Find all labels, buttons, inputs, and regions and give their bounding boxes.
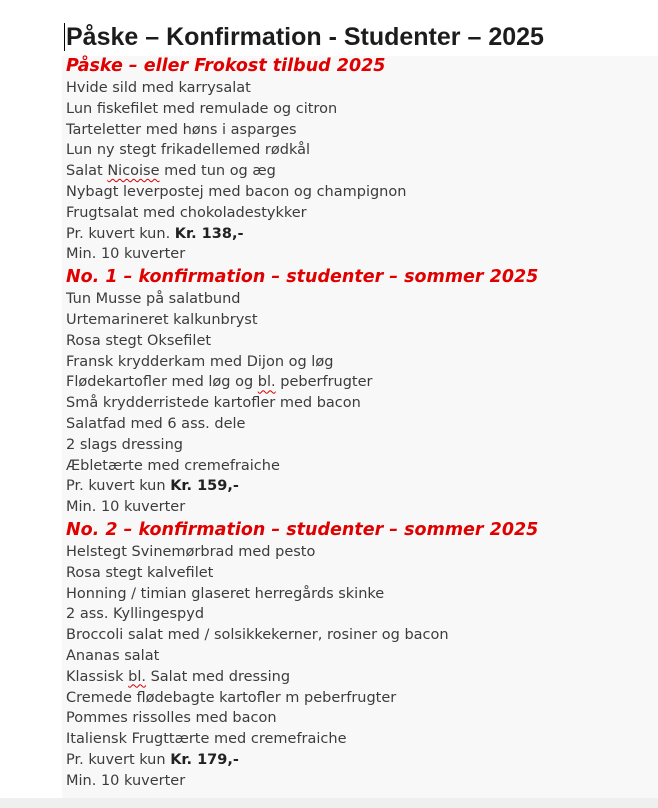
price-value: Kr. 138,- — [174, 225, 244, 242]
menu-item: Æbletærte med cremefraiche — [66, 457, 280, 474]
menu-item: 2 ass. Kyllingespyd — [66, 606, 205, 623]
menu-item: Cremede flødebagte kartofler m peberfrugter — [66, 689, 397, 706]
price-line — [66, 750, 656, 771]
price-prefix: Pr. kuvert kun — [66, 478, 171, 495]
price-value: Kr. 159,- — [170, 478, 239, 495]
menu-item: Lun fiskefilet med remulade og citron — [66, 100, 338, 117]
page-bottom-edge — [0, 798, 658, 808]
menu-item: Honning / timian glaseret herregårds skinke — [66, 585, 385, 602]
menu-item: Tun Musse på salatbund — [66, 291, 241, 308]
document-content[interactable] — [66, 20, 656, 792]
price-prefix: Pr. kuvert kun — [66, 751, 171, 768]
minimum-covers: Min. 10 kuverter — [66, 246, 186, 263]
minimum-covers: Min. 10 kuverter — [66, 772, 186, 789]
price-value: Kr. 179,- — [170, 751, 239, 768]
menu-item: Nybagt leverpostej med bacon og champignon — [66, 183, 407, 200]
menu-section — [66, 518, 656, 792]
menu-item: Lun ny stegt frikadellemed rødkål — [66, 142, 311, 159]
menu-item: Tarteletter med høns i asparges — [66, 121, 297, 138]
menu-item: Salat Nicoise med tun og æg — [66, 163, 276, 180]
price-line — [66, 224, 656, 245]
menu-item: Fransk krydderkam med Dijon og løg — [66, 353, 334, 370]
menu-item: Flødekartofler med løg og bl. peberfrugter — [66, 374, 373, 391]
minimum-covers: Min. 10 kuverter — [66, 499, 186, 516]
text-cursor — [64, 23, 65, 51]
menu-item: Klassisk bl. Salat med dressing — [66, 668, 291, 685]
spelling-marked-word: bl. — [257, 374, 276, 391]
document-title[interactable] — [66, 20, 656, 54]
menu-item: Rosa stegt kalvefilet — [66, 564, 214, 581]
menu-item: Urtemarineret kalkunbryst — [66, 311, 258, 328]
menu-item: Rosa stegt Oksefilet — [66, 332, 212, 349]
menu-item: 2 slags dressing — [66, 436, 183, 453]
spelling-marked-word: bl. — [128, 668, 146, 685]
section-heading: No. 1 – konfirmation – studenter – sommer 2025 — [66, 267, 539, 288]
spelling-marked-word: Nicoise — [107, 163, 160, 180]
menu-item: Små krydderristede kartofler med bacon — [66, 395, 361, 412]
menu-section — [66, 54, 656, 265]
menu-item: Frugtsalat med chokoladestykker — [66, 204, 307, 221]
price-line — [66, 476, 656, 497]
section-heading: Påske – eller Frokost tilbud 2025 — [66, 56, 386, 76]
menu-item: Salatfad med 6 ass. dele — [66, 415, 246, 432]
menu-item: Helstegt Svinemørbrad med pesto — [66, 543, 316, 560]
section-heading: No. 2 – konfirmation – studenter – sommer 2025 — [66, 519, 539, 540]
menu-sections — [66, 54, 656, 792]
menu-item: Pommes rissolles med bacon — [66, 710, 277, 727]
price-prefix: Pr. kuvert kun. — [66, 225, 175, 242]
document-title-text: Påske – Konfirmation - Studenter – 2025 — [66, 23, 544, 51]
menu-item: Broccoli salat med / solsikkekerner, rosiner og bacon — [66, 627, 449, 644]
menu-item: Ananas salat — [66, 647, 160, 664]
menu-section — [66, 265, 656, 518]
menu-item: Italiensk Frugttærte med cremefraiche — [66, 731, 347, 748]
menu-item: Hvide sild med karrysalat — [66, 80, 251, 96]
